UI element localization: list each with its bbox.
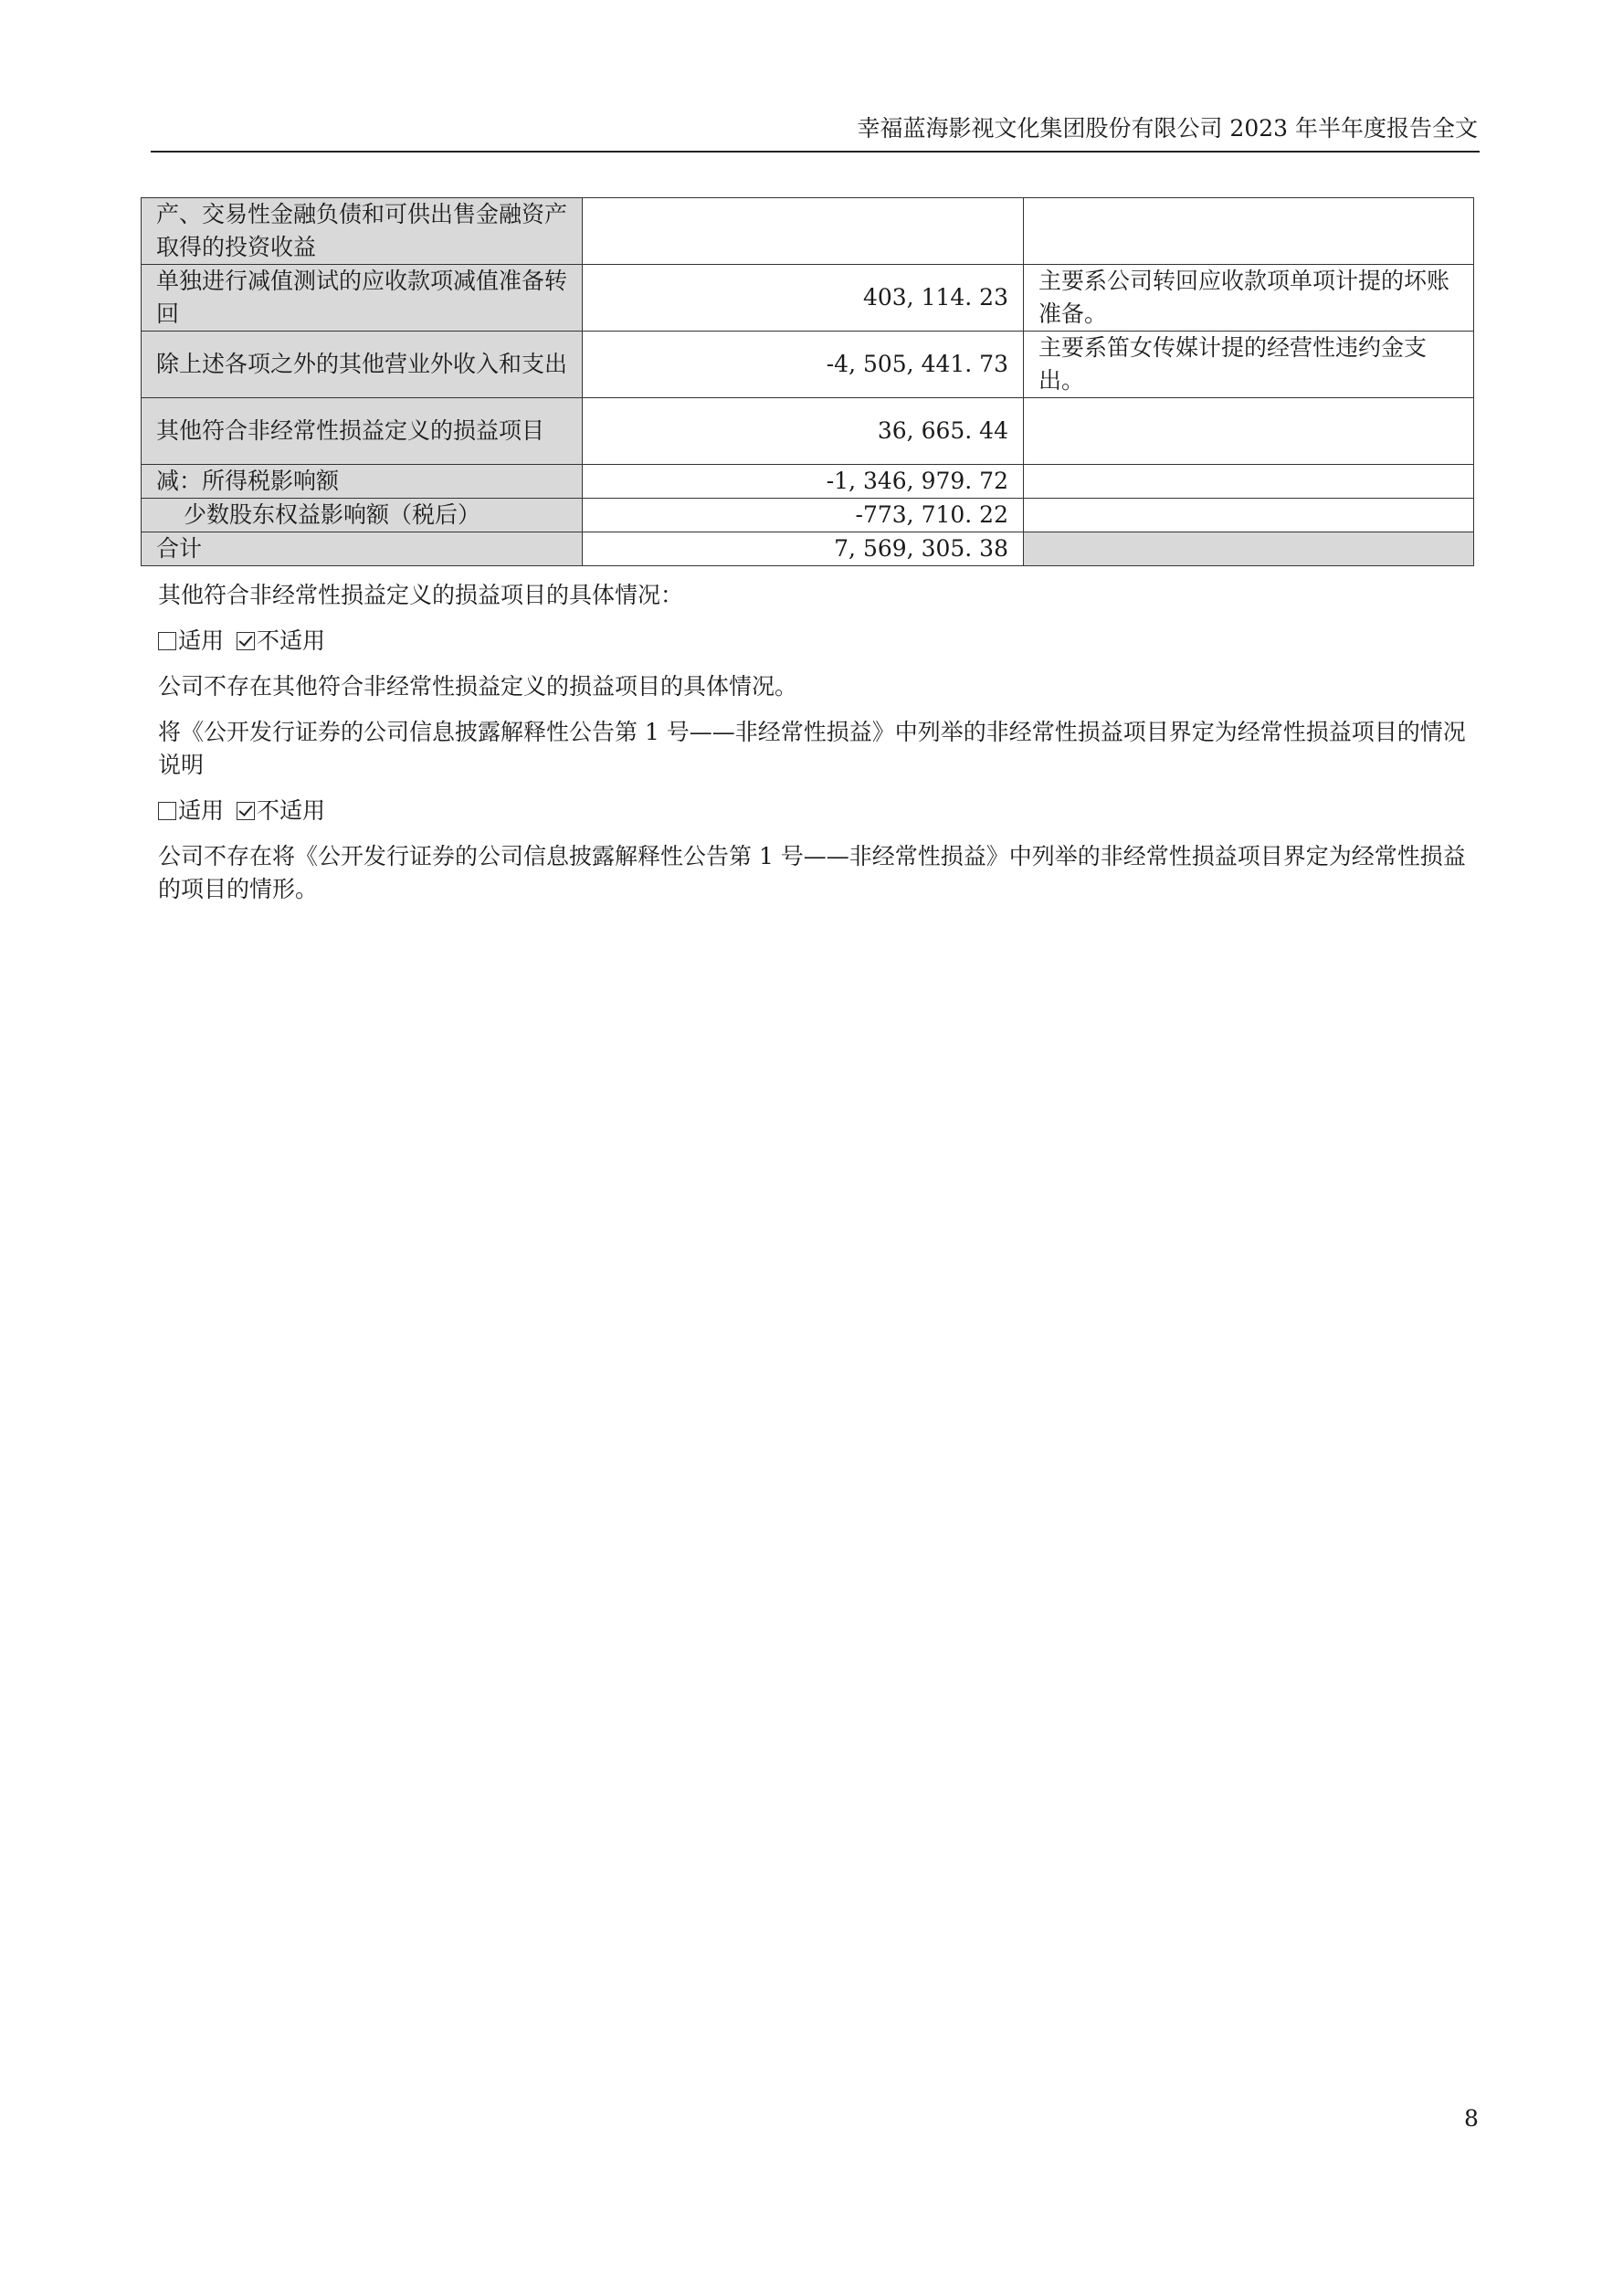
amount-cell: -773, 710. 22: [583, 499, 1024, 532]
section1-options: [158, 625, 325, 658]
note-cell: [1024, 198, 1474, 265]
table-row: [142, 332, 1474, 398]
section2-statement: 公司不存在将《公开发行证券的公司信息披露解释性公告第 1 号——非经常性损益》中列举的非经常性损益项目界定为经常性损益的项目的情形。: [158, 843, 1466, 902]
table-row: [142, 499, 1474, 532]
table-row-total: [142, 532, 1474, 566]
note-cell: [1024, 398, 1474, 465]
amount-cell: [583, 198, 1024, 265]
non-recurring-items-table: [141, 197, 1474, 566]
table-row: [142, 265, 1474, 332]
option-not-applicable: 不适用: [257, 627, 326, 654]
note-cell: 主要系公司转回应收款项单项计提的坏账准备。: [1024, 265, 1474, 332]
amount-cell: 403, 114. 23: [583, 265, 1024, 332]
table-row: [142, 198, 1474, 265]
item-cell: 产、交易性金融负债和可供出售金融资产取得的投资收益: [142, 198, 583, 265]
amount-cell: 7, 569, 305. 38: [583, 532, 1024, 566]
note-cell: 主要系笛女传媒计提的经营性违约金支出。: [1024, 332, 1474, 398]
item-cell: 合计: [142, 532, 583, 566]
report-title: 幸福蓝海影视文化集团股份有限公司 2023 年半年度报告全文: [857, 115, 1478, 142]
note-cell: [1024, 532, 1474, 566]
section1-statement: 公司不存在其他符合非经常性损益定义的损益项目的具体情况。: [158, 673, 798, 700]
section2-options: [158, 795, 325, 827]
item-cell: 其他符合非经常性损益定义的损益项目: [142, 398, 583, 465]
checkbox-unchecked-icon: [158, 802, 176, 820]
option-applicable: 适用: [178, 797, 225, 824]
section1-intro: 其他符合非经常性损益定义的损益项目的具体情况：: [158, 582, 684, 608]
checkbox-unchecked-icon: [158, 632, 176, 650]
note-cell: [1024, 499, 1474, 532]
table-row: [142, 465, 1474, 499]
amount-cell: 36, 665. 44: [583, 398, 1024, 465]
table-row: [142, 398, 1474, 465]
item-cell: 少数股东权益影响额（税后）: [142, 499, 583, 532]
section2-intro: 将《公开发行证券的公司信息披露解释性公告第 1 号——非经常性损益》中列举的非经常性损益项目界定为经常性损益项目的情况说明: [158, 719, 1466, 778]
page-number: 8: [1464, 2105, 1479, 2132]
amount-cell: -1, 346, 979. 72: [583, 465, 1024, 499]
checkbox-checked-icon: [237, 632, 255, 650]
amount-cell: -4, 505, 441. 73: [583, 332, 1024, 398]
option-applicable: 适用: [178, 627, 225, 654]
item-cell: 单独进行减值测试的应收款项减值准备转回: [142, 265, 583, 332]
item-cell: 减：所得税影响额: [142, 465, 583, 499]
item-cell: 除上述各项之外的其他营业外收入和支出: [142, 332, 583, 398]
checkbox-checked-icon: [237, 802, 255, 820]
note-cell: [1024, 465, 1474, 499]
option-not-applicable: 不适用: [257, 797, 326, 824]
page-header: [151, 110, 1480, 153]
